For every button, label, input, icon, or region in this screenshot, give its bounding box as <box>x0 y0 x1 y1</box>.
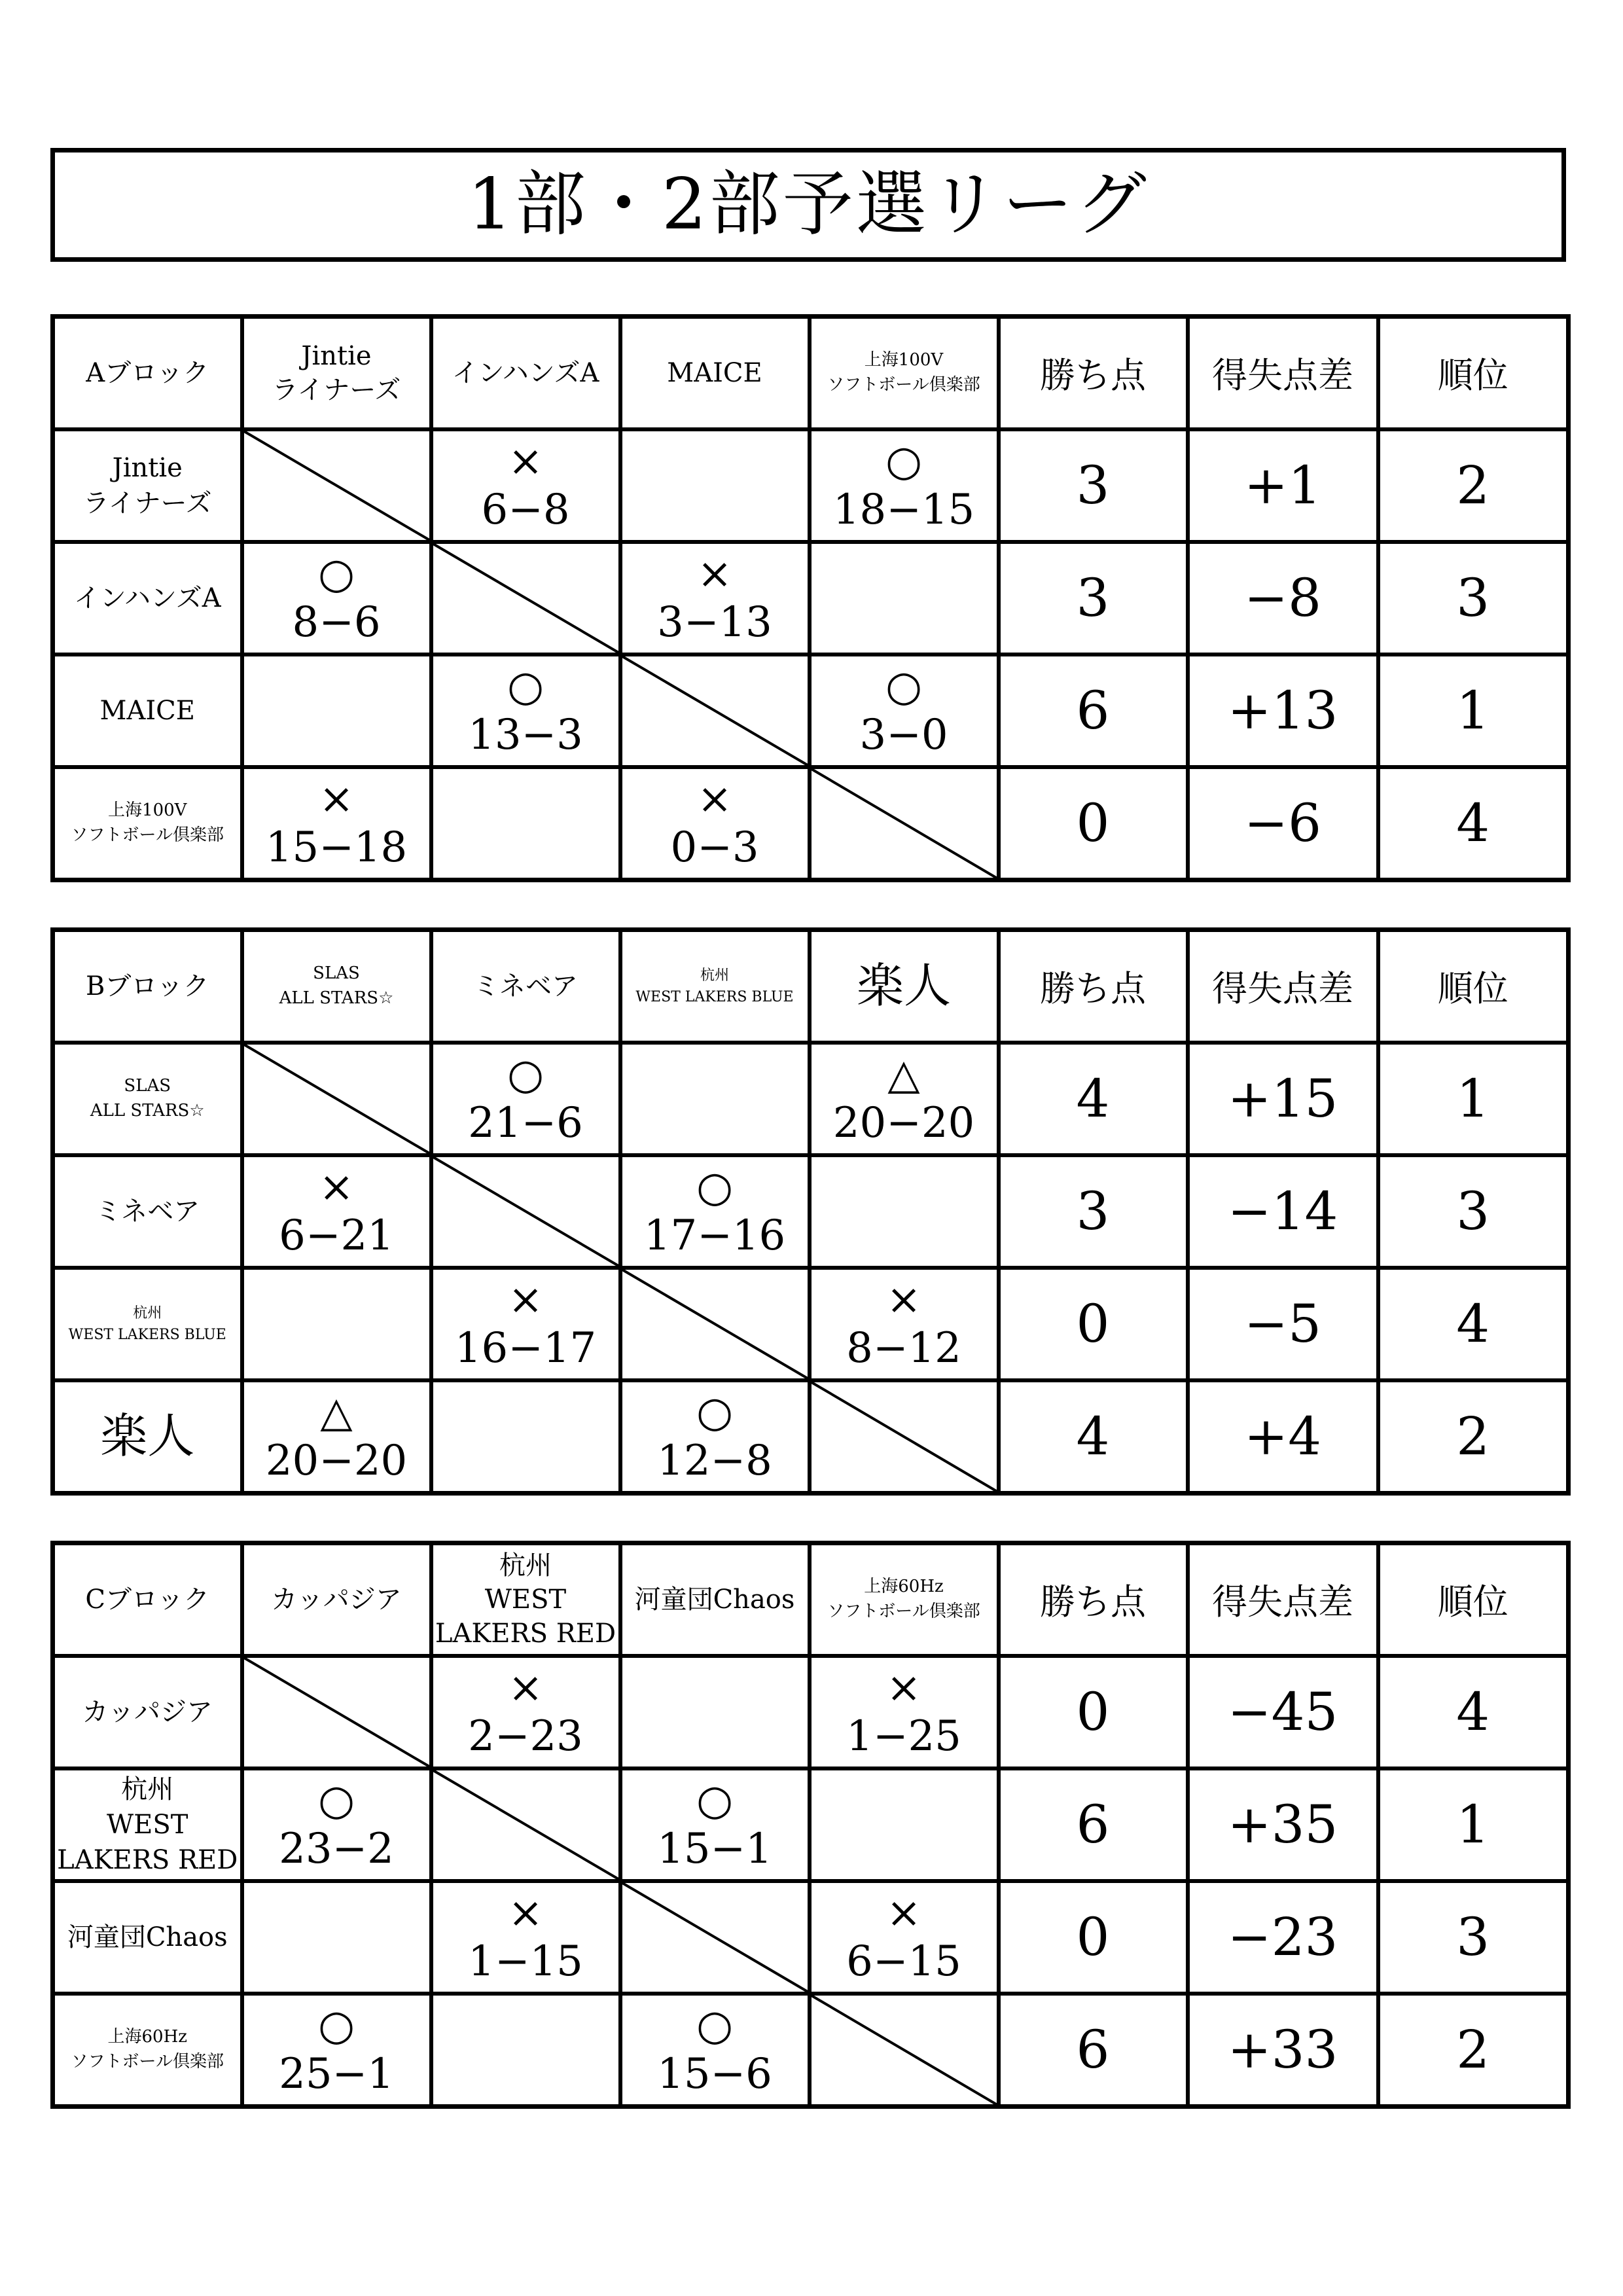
win-mark-icon: ○ <box>696 2001 733 2051</box>
loss-mark-icon: × <box>886 1888 921 1937</box>
stat-diff: −8 <box>1188 542 1378 655</box>
table-row <box>53 655 1569 767</box>
column-header-team <box>242 1543 431 1656</box>
loss-mark-icon: × <box>508 1275 543 1324</box>
column-header-rank: 順位 <box>1378 317 1569 429</box>
stat-points: 0 <box>999 1268 1188 1380</box>
match-result <box>244 769 429 878</box>
match-score: 17−16 <box>643 1211 786 1260</box>
team-name-line: 上海60Hz <box>864 1577 944 1597</box>
stat-diff: +4 <box>1188 1380 1378 1494</box>
column-header-points: 勝ち点 <box>999 930 1188 1043</box>
stat-diff: −23 <box>1188 1881 1378 1994</box>
match-result-cell <box>810 1043 999 1155</box>
match-score: 0−3 <box>670 823 759 872</box>
team-name-line: ソフトボール倶楽部 <box>71 825 224 845</box>
column-header-points: 勝ち点 <box>999 1543 1188 1656</box>
self-match-cell <box>242 1656 431 1768</box>
row-header-team <box>53 1268 242 1380</box>
match-result <box>812 431 997 540</box>
stat-rank: 3 <box>1378 1881 1569 1994</box>
win-mark-icon: ○ <box>696 1776 733 1825</box>
row-header-team <box>53 542 242 655</box>
win-mark-icon: ○ <box>318 1776 355 1825</box>
match-score: 20−20 <box>265 1437 408 1486</box>
match-result-cell <box>242 1380 431 1494</box>
match-result <box>622 1770 808 1879</box>
team-name-line: ALL STARS☆ <box>279 988 394 1008</box>
table-row <box>53 542 1569 655</box>
stat-diff: +35 <box>1188 1768 1378 1881</box>
team-name-line: WEST LAKERS BLUE <box>635 988 794 1005</box>
loss-mark-icon: × <box>697 775 732 824</box>
league-table-block-3 <box>50 1541 1571 2109</box>
match-score: 21−6 <box>468 1098 583 1147</box>
stat-rank: 2 <box>1378 1380 1569 1494</box>
column-header-team <box>620 317 810 429</box>
stat-points: 3 <box>999 429 1188 542</box>
empty-cell <box>242 1268 431 1380</box>
match-result-cell <box>431 1881 620 1994</box>
diagonal-line <box>812 1996 997 2105</box>
stat-rank: 4 <box>1378 1268 1569 1380</box>
empty-cell <box>620 1656 810 1768</box>
team-name-line: 上海60Hz <box>107 2027 187 2047</box>
table-row <box>53 767 1569 880</box>
row-header-team <box>53 1881 242 1994</box>
match-result-cell <box>431 429 620 542</box>
loss-mark-icon: × <box>886 1275 921 1324</box>
match-score: 18−15 <box>832 485 975 534</box>
team-name-line: 杭州 <box>700 967 729 984</box>
stat-rank: 1 <box>1378 655 1569 767</box>
team-name-line: 楽人 <box>856 958 951 1013</box>
diagonal-line <box>622 1883 808 1992</box>
empty-cell <box>431 1380 620 1494</box>
match-result-cell <box>431 1043 620 1155</box>
match-result-cell <box>242 1155 431 1268</box>
match-score: 8−6 <box>292 598 381 647</box>
team-name-line: 杭州 <box>133 1304 162 1321</box>
diagonal-line <box>622 1270 808 1378</box>
match-result-cell <box>620 1768 810 1881</box>
match-result <box>244 1382 429 1492</box>
match-result-cell <box>620 1994 810 2107</box>
stat-points: 4 <box>999 1043 1188 1155</box>
team-name-line: WEST LAKERS BLUE <box>68 1326 226 1343</box>
row-header-team <box>53 1768 242 1881</box>
stat-rank: 2 <box>1378 429 1569 542</box>
table-row <box>53 429 1569 542</box>
column-header-diff: 得失点差 <box>1188 317 1378 429</box>
stat-diff: −6 <box>1188 767 1378 880</box>
empty-cell <box>810 1768 999 1881</box>
stat-diff: +15 <box>1188 1043 1378 1155</box>
column-header-team <box>431 317 620 429</box>
match-score: 6−8 <box>481 485 570 534</box>
self-match-cell <box>810 767 999 880</box>
stat-rank: 4 <box>1378 767 1569 880</box>
block-label: Bブロック <box>53 930 242 1043</box>
match-result-cell <box>810 1881 999 1994</box>
win-mark-icon: ○ <box>885 662 922 711</box>
match-score: 13−3 <box>468 710 583 759</box>
match-result-cell <box>242 1994 431 2107</box>
stat-rank: 4 <box>1378 1656 1569 1768</box>
team-name-line: インハンズA <box>73 583 221 613</box>
stat-points: 0 <box>999 1881 1188 1994</box>
match-score: 6−15 <box>846 1937 961 1986</box>
match-result <box>433 431 618 540</box>
match-result-cell <box>242 767 431 880</box>
stat-points: 6 <box>999 655 1188 767</box>
match-result <box>622 544 808 653</box>
match-result <box>812 1883 997 1992</box>
diagonal-line <box>812 769 997 878</box>
stat-diff: +33 <box>1188 1994 1378 2107</box>
team-name-line: インハンズA <box>452 357 599 388</box>
match-result-cell <box>620 1155 810 1268</box>
stat-rank: 3 <box>1378 1155 1569 1268</box>
team-name-line: 上海100V <box>864 350 944 370</box>
column-header-team <box>810 317 999 429</box>
stat-rank: 1 <box>1378 1043 1569 1155</box>
match-result-cell <box>620 1380 810 1494</box>
self-match-cell <box>242 429 431 542</box>
match-score: 3−0 <box>859 710 948 759</box>
diagonal-line <box>433 544 618 653</box>
self-match-cell <box>242 1043 431 1155</box>
team-name-line: ライナーズ <box>82 488 212 518</box>
stat-points: 6 <box>999 1994 1188 2107</box>
self-match-cell <box>620 655 810 767</box>
match-result <box>433 656 618 765</box>
column-header-diff: 得失点差 <box>1188 1543 1378 1656</box>
match-result-cell <box>242 542 431 655</box>
self-match-cell <box>810 1994 999 2107</box>
column-header-rank: 順位 <box>1378 930 1569 1043</box>
empty-cell <box>431 1994 620 2107</box>
team-name-line: ソフトボール倶楽部 <box>71 2051 224 2072</box>
win-mark-icon: ○ <box>318 2001 355 2051</box>
row-header-team <box>53 1994 242 2107</box>
match-result <box>244 1996 429 2105</box>
stat-points: 6 <box>999 1768 1188 1881</box>
title-box <box>50 148 1566 262</box>
stat-points: 0 <box>999 1656 1188 1768</box>
match-result-cell <box>431 655 620 767</box>
empty-cell <box>242 655 431 767</box>
loss-mark-icon: × <box>508 437 543 486</box>
team-name-line: ソフトボール倶楽部 <box>827 374 980 395</box>
team-name-line: カッパジア <box>271 1584 402 1615</box>
empty-cell <box>620 429 810 542</box>
table-row <box>53 1881 1569 1994</box>
match-score: 12−8 <box>657 1437 772 1486</box>
diagonal-line <box>433 1157 618 1266</box>
match-result <box>433 1045 618 1153</box>
match-result <box>433 1883 618 1992</box>
win-mark-icon: ○ <box>696 1162 733 1211</box>
table-row <box>53 1380 1569 1494</box>
match-result <box>433 1658 618 1767</box>
match-score: 3−13 <box>657 598 772 647</box>
stat-points: 3 <box>999 542 1188 655</box>
stat-rank: 1 <box>1378 1768 1569 1881</box>
team-name-line: 上海100V <box>108 800 187 821</box>
match-result-cell <box>242 1768 431 1881</box>
table-row <box>53 1043 1569 1155</box>
team-name-line: MAICE <box>99 695 195 726</box>
win-mark-icon: ○ <box>318 549 355 598</box>
column-header-team <box>810 1543 999 1656</box>
team-name-line: Jintie <box>112 452 183 483</box>
team-name-line: ALL STARS☆ <box>90 1100 205 1121</box>
loss-mark-icon: × <box>319 775 354 824</box>
match-score: 25−1 <box>279 2050 394 2099</box>
win-mark-icon: ○ <box>696 1388 733 1437</box>
page-title: 1部・2部予選リーグ <box>467 164 1149 245</box>
match-score: 1−15 <box>468 1937 583 1986</box>
team-name-line: SLAS <box>313 963 360 984</box>
team-name-line: WEST LAKERS RED <box>435 1584 616 1649</box>
loss-mark-icon: × <box>508 1663 543 1712</box>
match-result <box>812 1658 997 1767</box>
stat-diff: +13 <box>1188 655 1378 767</box>
match-result <box>244 1770 429 1879</box>
match-result <box>622 1996 808 2105</box>
match-score: 2−23 <box>468 1712 583 1761</box>
win-mark-icon: ○ <box>507 1050 544 1099</box>
match-result <box>622 1157 808 1266</box>
column-header-rank: 順位 <box>1378 1543 1569 1656</box>
match-score: 8−12 <box>846 1323 961 1372</box>
team-name-line: 河童団Chaos <box>634 1584 795 1615</box>
empty-cell <box>810 1155 999 1268</box>
match-result <box>812 656 997 765</box>
column-header-team <box>242 317 431 429</box>
stat-diff: −5 <box>1188 1268 1378 1380</box>
table-row <box>53 1155 1569 1268</box>
match-result <box>622 1382 808 1492</box>
team-name-line: ミネベア <box>95 1196 200 1227</box>
loss-mark-icon: × <box>697 549 732 598</box>
empty-cell <box>431 767 620 880</box>
stat-diff: +1 <box>1188 429 1378 542</box>
match-result <box>244 1157 429 1266</box>
block-label: Cブロック <box>53 1543 242 1656</box>
match-result-cell <box>810 1656 999 1768</box>
table-row <box>53 1656 1569 1768</box>
match-score: 16−17 <box>454 1323 597 1372</box>
match-result-cell <box>431 1656 620 1768</box>
match-result <box>622 769 808 878</box>
row-header-team <box>53 1155 242 1268</box>
diagonal-line <box>244 1658 429 1767</box>
team-name-line: ライナーズ <box>272 374 401 405</box>
self-match-cell <box>810 1380 999 1494</box>
match-score: 6−21 <box>279 1211 394 1260</box>
stat-diff: −45 <box>1188 1656 1378 1768</box>
team-name-line: 楽人 <box>100 1408 195 1464</box>
column-header-team <box>620 1543 810 1656</box>
match-result <box>812 1270 997 1378</box>
match-result <box>812 1045 997 1153</box>
team-name-line: 杭州 <box>499 1550 552 1581</box>
team-name-line: WEST LAKERS RED <box>57 1809 238 1875</box>
table-row <box>53 1994 1569 2107</box>
win-mark-icon: ○ <box>507 662 544 711</box>
team-name-line: Jintie <box>301 340 372 371</box>
self-match-cell <box>620 1881 810 1994</box>
self-match-cell <box>431 1768 620 1881</box>
match-result-cell <box>620 767 810 880</box>
table-row <box>53 1268 1569 1380</box>
loss-mark-icon: × <box>886 1663 921 1712</box>
match-score: 15−6 <box>657 2050 772 2099</box>
row-header-team <box>53 1043 242 1155</box>
league-table-block-1 <box>50 314 1571 882</box>
empty-cell <box>810 542 999 655</box>
row-header-team <box>53 1656 242 1768</box>
self-match-cell <box>431 542 620 655</box>
column-header-team <box>431 1543 620 1656</box>
match-score: 20−20 <box>832 1098 975 1147</box>
empty-cell <box>242 1881 431 1994</box>
team-name-line: MAICE <box>667 357 762 388</box>
empty-cell <box>620 1043 810 1155</box>
match-result <box>433 1270 618 1378</box>
match-score: 15−18 <box>265 823 408 872</box>
match-result-cell <box>810 655 999 767</box>
team-name-line: ミネベア <box>473 971 578 1001</box>
row-header-team <box>53 767 242 880</box>
match-result-cell <box>431 1268 620 1380</box>
row-header-team <box>53 429 242 542</box>
diagonal-line <box>244 431 429 540</box>
stat-points: 3 <box>999 1155 1188 1268</box>
draw-mark-icon: △ <box>887 1050 920 1099</box>
team-name-line: SLAS <box>124 1075 171 1096</box>
match-result-cell <box>810 429 999 542</box>
stat-diff: −14 <box>1188 1155 1378 1268</box>
column-header-team <box>242 930 431 1043</box>
block-label: Aブロック <box>53 317 242 429</box>
league-table-block-2 <box>50 927 1571 1496</box>
match-result-cell <box>620 542 810 655</box>
stat-points: 4 <box>999 1380 1188 1494</box>
column-header-diff: 得失点差 <box>1188 930 1378 1043</box>
column-header-team <box>810 930 999 1043</box>
match-score: 15−1 <box>657 1824 772 1873</box>
self-match-cell <box>620 1268 810 1380</box>
win-mark-icon: ○ <box>885 437 922 486</box>
match-score: 23−2 <box>279 1824 394 1873</box>
stat-rank: 3 <box>1378 542 1569 655</box>
row-header-team <box>53 655 242 767</box>
table-row <box>53 1768 1569 1881</box>
loss-mark-icon: × <box>319 1162 354 1211</box>
diagonal-line <box>244 1045 429 1153</box>
row-header-team <box>53 1380 242 1494</box>
match-score: 1−25 <box>846 1712 961 1761</box>
diagonal-line <box>622 656 808 765</box>
team-name-line: 河童団Chaos <box>67 1922 228 1952</box>
diagonal-line <box>433 1770 618 1879</box>
team-name-line: カッパジア <box>82 1696 213 1727</box>
stat-rank: 2 <box>1378 1994 1569 2107</box>
team-name-line: ソフトボール倶楽部 <box>827 1601 980 1621</box>
draw-mark-icon: △ <box>320 1388 353 1437</box>
team-name-line: 杭州 <box>121 1774 174 1804</box>
match-result <box>244 544 429 653</box>
loss-mark-icon: × <box>508 1888 543 1937</box>
self-match-cell <box>431 1155 620 1268</box>
match-result-cell <box>810 1268 999 1380</box>
stat-points: 0 <box>999 767 1188 880</box>
diagonal-line <box>812 1382 997 1492</box>
column-header-points: 勝ち点 <box>999 317 1188 429</box>
column-header-team <box>620 930 810 1043</box>
column-header-team <box>431 930 620 1043</box>
